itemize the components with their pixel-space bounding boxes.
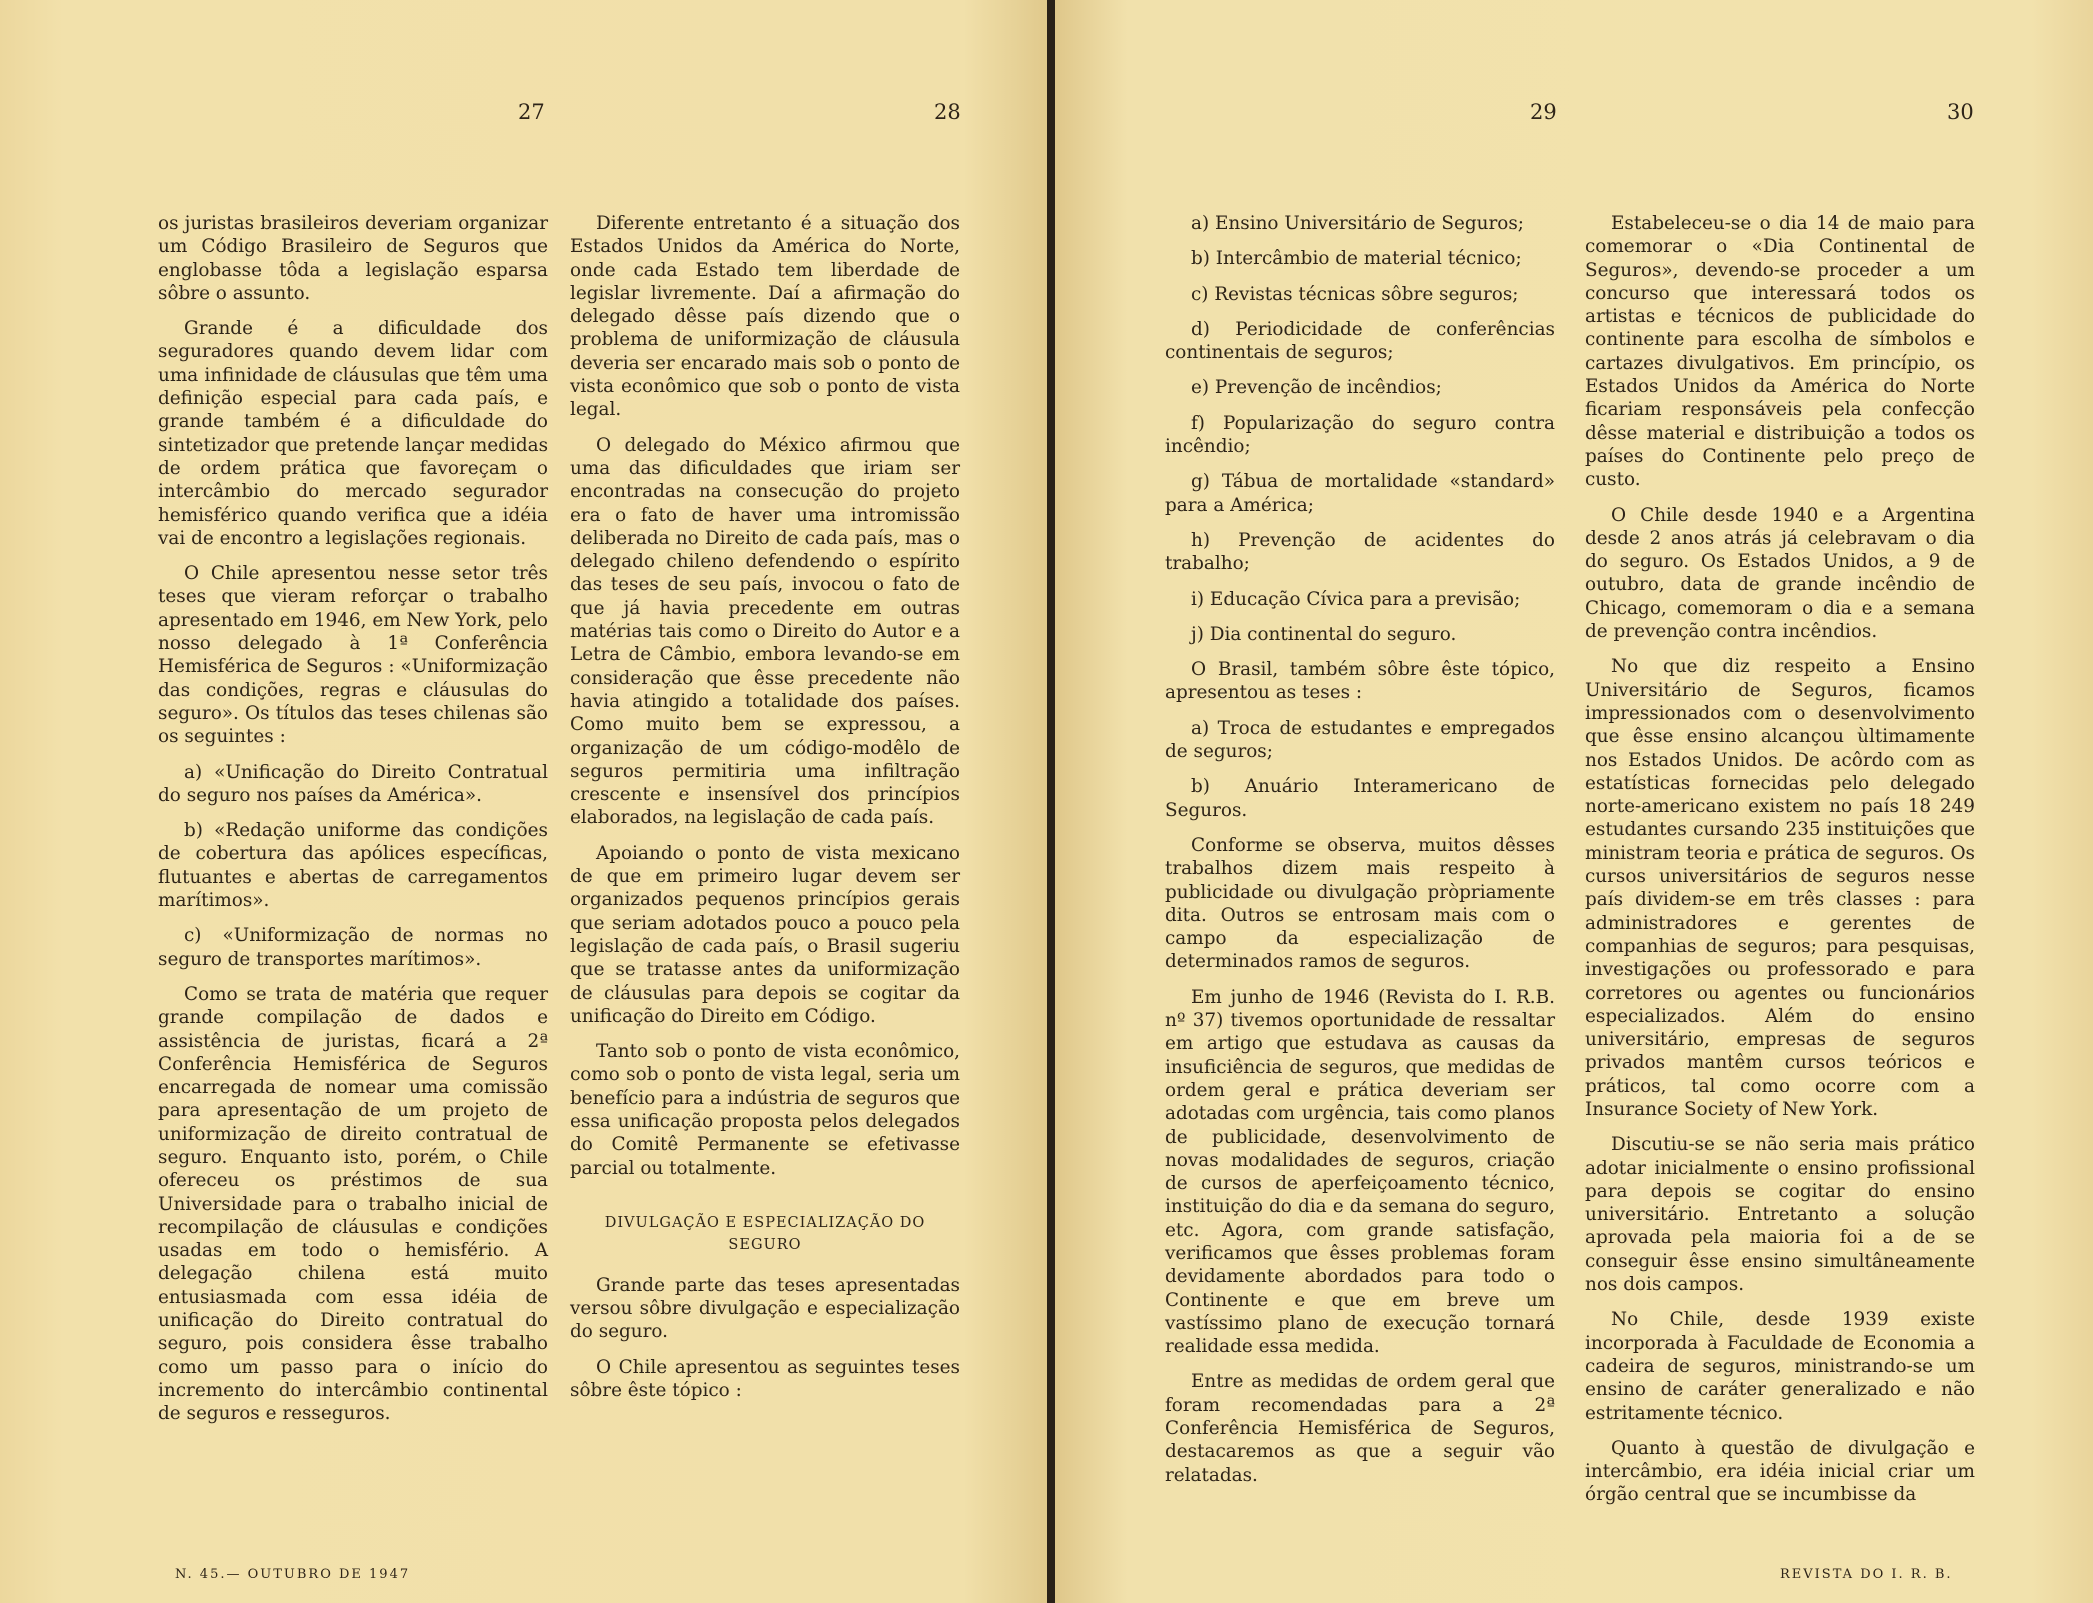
paragraph: O Chile apresentou nesse setor três teses que vieram reforçar o trabalho apresentado em 1946, em New York, pelo nosso delegado à 1ª Conferência Hemisférica de Seguros : «Uniformização das condições, regras e cláusulas do seguro». Os títulos das teses chilenas são os seguintes : (158, 563, 548, 748)
paragraph: Apoiando o ponto de vista mexicano de que em primeiro lugar devem ser organizados pequenos princípios gerais que seriam adotados pouco a pouco pela legislação de cada país, o Brasil sugeriu que se tratasse antes da uniformização de cláusulas para depois se cogitar da unificação do Direito em Código. (570, 842, 960, 1027)
section-heading (570, 1212, 960, 1256)
list-item: c) «Uniformização de normas no seguro de transportes marítimos». (158, 925, 548, 970)
paragraph: O Chile apresentou as seguintes teses sôbre êste tópico : (570, 1356, 960, 1402)
paragraph: Diferente entretanto é a situação dos Estados Unidos da América do Norte, onde cada Estado tem liberdade de legislar livremente. Daí a afirmação do delegado dêsse país dizendo que o problema de uniformização de cláusula deveria ser encarado mais sob o ponto de vista econômico que sob o ponto de vista legal. (570, 213, 960, 421)
right-page (1055, 0, 2093, 1603)
page-number-27: 27 (518, 100, 545, 124)
paragraph: Conforme se observa, muitos dêsses trabalhos dizem mais respeito à publicidade ou divulgação pròpriamente dita. Outros se entrosam mais com o campo da especialização de determinados ramos de seguros. (1165, 834, 1555, 973)
paragraph: Grande parte das teses apresentadas versou sôbre divulgação e especialização do seguro. (570, 1274, 960, 1343)
paragraph: Estabeleceu-se o dia 14 de maio para comemorar o «Dia Continental de Seguros», devendo-se proceder a um concurso que interessará todos os artistas e técnicos de publicidade do continente para escolha de símbolos e cartazes divulgativos. Em princípio, os Estados Unidos da América do Norte ficariam responsáveis pela confecção dêsse material e distribuição a todos os países do Continente pelo preço de custo. (1585, 213, 1975, 491)
page-number-28: 28 (934, 100, 961, 124)
list-item: j) Dia continental do seguro. (1191, 623, 1457, 645)
list-item: a) Troca de estudantes e empregados de seguros; (1165, 717, 1555, 763)
list-item: a) Ensino Universitário de Seguros; (1191, 213, 1524, 234)
list-item: e) Prevenção de incêndios; (1191, 377, 1442, 399)
paragraph: O Brasil, também sôbre êste tópico, apresentou as teses : (1165, 659, 1555, 704)
list-item: h) Prevenção de acidentes do trabalho; (1165, 529, 1555, 575)
page-number-29: 29 (1530, 100, 1557, 124)
paragraph: Tanto sob o ponto de vista econômico, como sob o ponto de vista legal, seria um benefício para a indústria de seguros que essa unificação proposta pelos delegados do Comitê Permanente se efetivasse parcial ou totalmente. (570, 1041, 960, 1179)
paragraph: os juristas brasileiros deveriam organizar um Código Brasileiro de Seguros que englobasse tôda a legislação esparsa sôbre o assunto. (158, 213, 548, 304)
footer-journal: REVISTA DO I. R. B. (1780, 1567, 1953, 1582)
column-1 (158, 212, 548, 1438)
column-4 (1585, 212, 1975, 1519)
book-spine (1047, 0, 1055, 1603)
paragraph: No Chile, desde 1939 existe incorporada à Faculdade de Economia a cadeira de seguros, ministrando-se um ensino de caráter generalizado e não estritamente técnico. (1585, 1309, 1975, 1424)
footer-issue: N. 45.— OUTUBRO DE 1947 (175, 1567, 411, 1582)
list-item: i) Educação Cívica para a previsão; (1191, 588, 1521, 610)
paragraph: Como se trata de matéria que requer grande compilação de dados e assistência de juristas, ficará a 2ª Conferência Hemisférica de Seguros encarregada de nomear uma comissão para apresentação de um projeto de uniformização de direito contratual de seguro. Enquanto isto, porém, o Chile ofereceu os préstimos de sua Universidade para o trabalho inicial de recompilação de cláusulas e condições usadas em todo o hemisfério. A delegação chilena está muito entusiasmada com essa idéia de unificação do Direito contratual do seguro, pois considera êsse trabalho como um passo para o início do incremento do intercâmbio continental de seguros e resseguros. (158, 983, 548, 1425)
list-item: d) Periodicidade de conferências continentais de seguros; (1165, 318, 1555, 364)
paragraph: O delegado do México afirmou que uma das dificuldades que iriam ser encontradas na consecução do projeto era o fato de haver uma intromissão deliberada no Direito de cada país, mas o delegado chileno defendendo o espírito das teses de seu país, invocou o fato de que já havia precedente em outras matérias tais como o Direito do Autor e a Letra de Câmbio, embora levando-se em consideração que êsse precedente não havia atingido a totalidade dos países. Como muito bem se expressou, a organização de um código-modêlo de seguros permitiria uma infiltração crescente e insensível dos princípios elaborados, na legislação de cada país. (570, 434, 960, 829)
paragraph: Entre as medidas de ordem geral que foram recomendadas para a 2ª Conferência Hemisférica de Seguros, destacaremos as que a seguir vão relatadas. (1165, 1371, 1555, 1486)
section-heading-line: SEGURO (728, 1236, 802, 1253)
list-item: f) Popularização do seguro contra incêndio; (1165, 412, 1555, 458)
list-item: c) Revistas técnicas sôbre seguros; (1191, 283, 1519, 305)
list-item: g) Tábua de mortalidade «standard» para a América; (1165, 471, 1555, 516)
paragraph: Quanto à questão de divulgação e intercâmbio, era idéia inicial criar um órgão central que se incumbisse da (1585, 1437, 1975, 1506)
column-3 (1165, 212, 1555, 1499)
list-item: a) «Unificação do Direito Contratual do seguro nos países da América». (158, 761, 548, 806)
paragraph: No que diz respeito a Ensino Universitário de Seguros, ficamos impressionados com o desenvolvimento que êsse ensino alcançou ùltimamente nos Estados Unidos. De acôrdo com as estatísticas fornecidas pelo delegado norte-americano existem no país 18 249 estudantes cursando 235 instituições que ministram teoria e prática de seguros. Os cursos universitários de seguros nesse país dividem-se em três classes : para administradores e gerentes de companhias de seguros; para pesquisas, investigações ou professorado e para corretores ou agentes ou funcionários especializados. Além do ensino universitário, empresas de seguros privados mantêm cursos teóricos e práticos, tal como ocorre com a Insurance Society of New York. (1585, 656, 1975, 1120)
page-number-30: 30 (1947, 100, 1974, 124)
paragraph: O Chile desde 1940 e a Argentina desde 2 anos atrás já celebravam o dia do seguro. Os Estados Unidos, a 9 de outubro, data de grande incêndio de Chicago, comemoram o dia e a semana de prevenção contra incêndios. (1585, 504, 1975, 643)
list-item: b) Anuário Interamericano de Seguros. (1165, 776, 1555, 821)
list-item: b) «Redação uniforme das condições de cobertura das apólices específicas, flutuantes e abertas de carregamentos marítimos». (158, 820, 548, 912)
paragraph: Discutiu-se se não seria mais prático adotar inicialmente o ensino profissional para depois se cogitar do ensino universitário. Entretanto a solução aprovada pela maioria foi a de se conseguir êsse ensino simultâneamente nos dois campos. (1585, 1134, 1975, 1296)
column-2 (570, 212, 960, 1414)
paragraph: Grande é a dificuldade dos seguradores quando devem lidar com uma infinidade de cláusulas que têm uma definição especial para cada país, e grande também é a dificuldade do sintetizador que pretende lançar medidas de ordem prática que favoreçam o intercâmbio do mercado segurador hemisférico quando verifica que a idéia vai de encontro a legislações regionais. (158, 318, 549, 549)
list-item: b) Intercâmbio de material técnico; (1191, 248, 1522, 270)
section-heading-line: DIVULGAÇÃO E ESPECIALIZAÇÃO DO (604, 1214, 926, 1231)
paragraph: Em junho de 1946 (Revista do I. R.B. nº 37) tivemos oportunidade de ressaltar em artigo que estudava as causas da insuficiência de seguros, que medidas de ordem geral e prática deveriam ser adotadas com urgência, tais como planos de publicidade, desenvolvimento de novas modalidades de seguros, criação de cursos de aperfeiçoamento técnico, instituição do dia e da semana do seguro, etc. Agora, com grande satisfação, verificamos que êsses problemas foram devidamente abordados para todo o Continente e que em breve um vastíssimo plano de execução tornará realidade essa medida. (1165, 986, 1555, 1358)
